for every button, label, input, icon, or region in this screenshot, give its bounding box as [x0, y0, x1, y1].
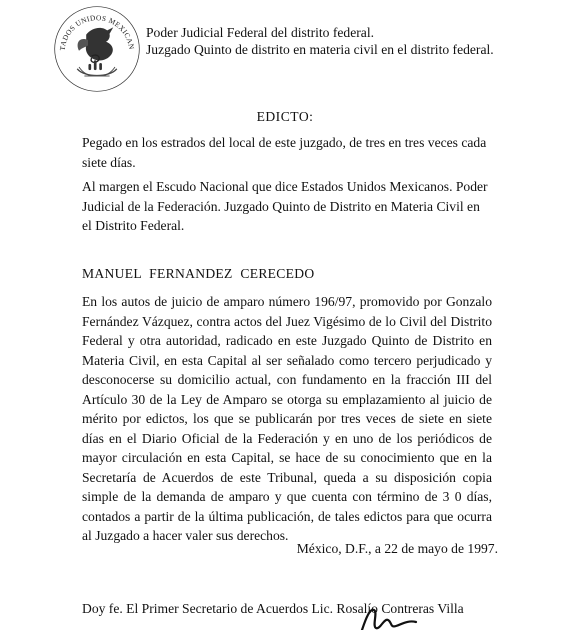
posting-notice-paragraph: Pegado en los estrados del local de este juzgado, de tres en tres veces cada siete días.: [82, 135, 487, 170]
margin-note-paragraph: Al margen el Escudo Nacional que dice Estados Unidos Mexicanos. Poder Judicial de la Federación. Juzgado Quinto de Distrito en Materia Civil en el Distrito Federal.: [82, 179, 488, 233]
document-title: EDICTO:: [256, 109, 314, 124]
seal-ring-text: TADOS UNIDOS MEXICAN: [57, 13, 137, 52]
header-line-2: Juzgado Quinto de distrito en materia civil en el distrito federal.: [146, 42, 494, 57]
edict-body-paragraph: En los autos de juicio de amparo número 196/97, promovido por Gonzalo Fernández Vázquez, contra actos del Juez Vigésimo de lo Civil del Distrito Federal y otra autoridad, radicado en este Juzgado Quinto de Distrito en Materia Civil, en esta Capital al ser señalado como tercero perjudicado y desconocerse su domicilio actual, con fundamento en la fracción III del Artículo 30 de la Ley de Amparo se otorga su emplazamiento al juicio de mérito por edictos, los que se publicarán por tres veces de siete en siete días en el Diario Oficial de la Federación y en uno de los periódicos de mayor circulación en esta Capital, se hace de su conocimiento que en la Secretaría de Acuerdos de este Tribunal, queda a su disposición copia simple de la demanda de amparo y que cuenta con término de 3 0 días, contados a partir de la última publicación, de tales edictos para que ocurra al Juzgado a hacer valer sus derechos.: [82, 294, 492, 543]
handwritten-signature-icon: [356, 600, 446, 630]
header-line-1: Poder Judicial Federal del distrito federal.: [146, 25, 375, 40]
date-line: México, D.F., a 22 de mayo de 1997.: [296, 541, 498, 556]
recipient-name: MANUEL FERNANDEZ CERECEDO: [82, 266, 315, 281]
coat-of-arms-seal-icon: [52, 4, 142, 94]
court-header: [146, 24, 494, 58]
attestation-line: Doy fe. El Primer Secretario de Acuerdos Lic. Rosalío Contreras Villa: [82, 601, 464, 616]
